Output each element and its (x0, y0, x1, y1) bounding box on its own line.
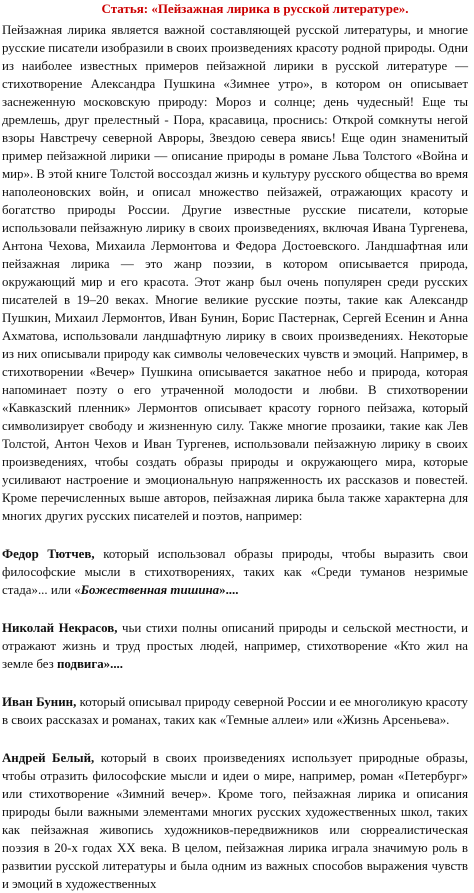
author-paragraph-tyutchev (2, 545, 468, 599)
author-name: Николай Некрасов, (2, 621, 118, 635)
author-text: который описывал природу северной России и ее многоликую красоту в своих рассказах и романах, таких как «Темные аллеи» или «Жизнь Арсеньева». (2, 695, 468, 727)
author-text-after: ».... (103, 657, 123, 671)
author-text: который в своих произведениях использует природные образы, чтобы отразить философские мысли и идеи о мире, например, роман «Петербург» или стихотворение «Зимний вечер». Кроме того, пейзажная лирика и описания природы были важными элементами многих русских художественных школ, таких как пейзажная живопись художников-передвижников или сюрреалистическая поэзия в 20-х годах XX века. В целом, пейзажная лирика играла значимую роль в развитии русской литературы и была одним из важных способов выражения чувств и эмоций в художественных (2, 751, 468, 891)
author-paragraph-bely (2, 749, 468, 893)
author-text-after: ».... (219, 583, 239, 597)
author-text: который использовал образы природы, чтобы выразить свои философские мысли в стихотворениях, таких как «Среди туманов незримые стада»... или « (2, 547, 469, 597)
intro-paragraph: Пейзажная лирика является важной составляющей русской литературы, и многие русские писатели изобразили в своих произведениях красоту родной природы. Одни из наиболее известных примеров пейзажной лирики в русской литературе — стихотворение Александра Пушкина «Зимнее утро», в котором он описывает заснеженную московскую природу: Мороз и солнце; день чудесный! Еще ты дремлешь, друг прелестный - Пора, красавица, проснись: Открой сомкнуты негой взоры Навстречу северной Авроры, Звездою севера явись! Еще один знаменитый пример пейзажной лирики — описание природы в романе Льва Толстого «Война и мир». В этой книге Толстой воссоздал жизнь и культуру русского общества во время наполеоновских войн, и описал множество пейзажей, отражающих красоту и богатство природы России. Другие известные русские писатели, которые использовали пейзажную лирику в своих произведениях, включая Ивана Тургенева, Антона Чехова, Михаила Лермонтова и Федора Достоевского. Ландшафтная или пейзажная лирика — это жанр поэзии, в котором описывается природа, окружающий мир и его красота. Этот жанр был очень популярен среди русских писателей в 19–20 веках. Многие великие русские поэты, такие как Александр Пушкин, Михаил Лермонтов, Иван Бунин, Борис Пастернак, Сергей Есенин и Анна Ахматова, использовали ландшафтную лирику в своих произведениях. Некоторые из них описывали природу как символы человеческих чувств и эмоций. Например, в стихотворении «Вечер» Пушкина описывается закатное небо и природа, которая напоминает поэту о его утраченной молодости и любви. В стихотворении «Кавказский пленник» Лермонтов описывает красоту горного пейзажа, который символизирует свободу и жизненную силу. Также многие прозаики, такие как Лев Толстой, Антон Чехов и Иван Тургенев, использовали пейзажную лирику в своих произведениях, чтобы создать образы природы и окружающего мира, которые усиливают настроение и эмоциональную напряженность их рассказов и повестей. Кроме перечисленных выше авторов, пейзажная лирика была также характерна для многих других русских писателей и поэтов, например: (2, 23, 468, 523)
author-paragraph-bunin (2, 693, 468, 729)
author-paragraph-nekrasov (2, 619, 468, 673)
author-emphasis: подвига (56, 657, 104, 671)
author-name: Иван Бунин, (2, 695, 77, 709)
author-emphasis: Божественная тишина (80, 583, 220, 597)
article-title: Статья: «Пейзажная лирика в русской литературе». (101, 1, 409, 16)
author-name: Федор Тютчев, (2, 547, 95, 561)
author-text: чьи стихи полны описаний природы и сельской местности, и отражают жизнь и труд простых людей, например, стихотворение «Кто жил на земле без (2, 621, 469, 671)
author-name: Андрей Белый, (2, 751, 95, 765)
